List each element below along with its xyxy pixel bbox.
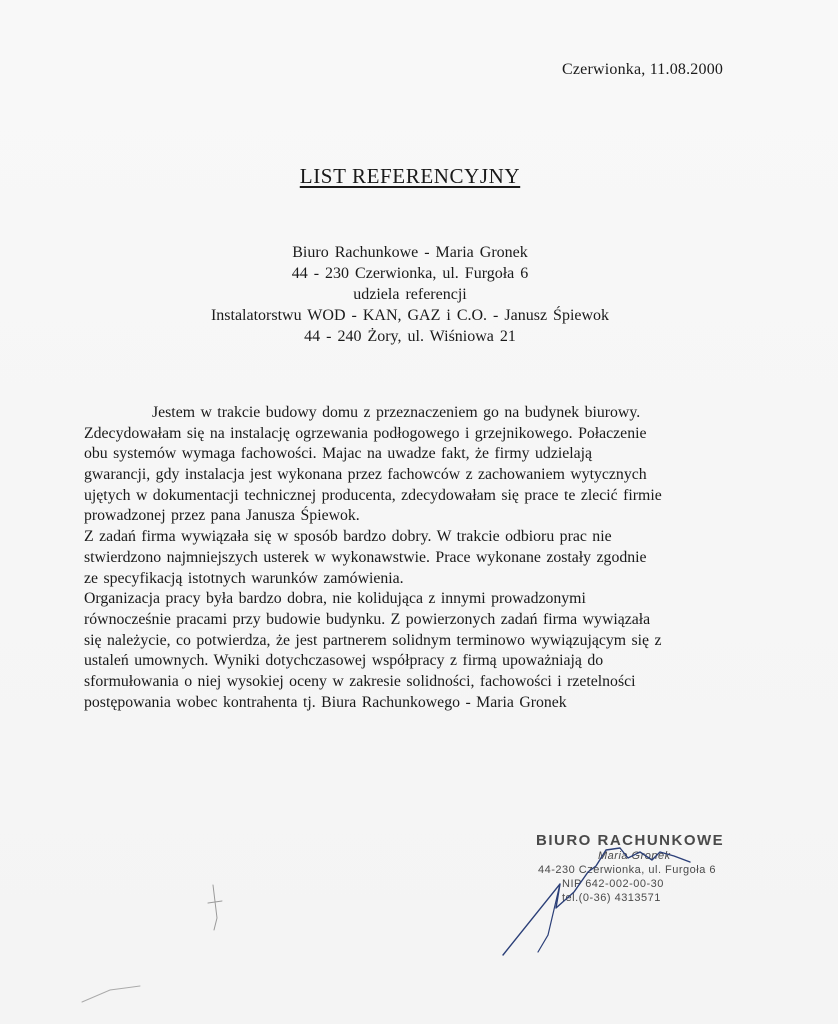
body-line: Organizacja pracy była bardzo dobra, nie kolidująca z innymi prowadzonymi	[84, 590, 586, 608]
letter-date: Czerwionka, 11.08.2000	[562, 61, 724, 78]
scan-mark-icon	[208, 885, 222, 930]
body-line: się należycie, co potwierdza, że jest partnerem solidnym terminowo wywiązującym się z	[84, 631, 662, 649]
header-line: 44 - 240 Żory, ul. Wiśniowa 21	[304, 328, 516, 345]
header-line: udziela referencji	[353, 286, 467, 303]
header-line: 44 - 230 Czerwionka, ul. Furgoła 6	[291, 265, 529, 282]
body-line: stwierdzono najmniejszych usterek w wykonawstwie. Prace wykonane zostały zgodnie	[84, 548, 647, 566]
body-line: Zdecydowałam się na instalację ogrzewania podłogowego i grzejnikowego. Połaczenie	[84, 424, 647, 442]
letter-header	[0, 242, 820, 347]
body-line: ustaleń umownych. Wyniki dotychczasowej współpracy z firmą upoważniają do	[84, 652, 604, 670]
letter-body	[84, 403, 744, 713]
header-line: Instalatorstwu WOD - KAN, GAZ i C.O. - Janusz Śpiewok	[210, 307, 610, 324]
header-line: Biuro Rachunkowe - Maria Gronek	[292, 244, 528, 261]
letter-title: LIST REFERENCYJNY	[299, 164, 521, 188]
body-line: postępowania wobec kontrahenta tj. Biura Rachunkowego - Maria Gronek	[84, 693, 567, 711]
body-line: ujętych w dokumentacji technicznej producenta, zdecydowałam się prace te zlecić firmie	[84, 486, 662, 504]
body-line: gwarancji, gdy instalacja jest wykonana przez fachowców z zachowaniem wytycznych	[84, 466, 647, 484]
body-line: obu systemów wymaga fachowości. Majac na uwadze fakt, że firmy udzielają	[84, 445, 593, 463]
stamp-address: 44-230 Czerwionka, ul. Furgoła 6	[538, 864, 717, 876]
body-line: Jestem w trakcie budowy domu z przeznaczeniem go na budynek biurowy.	[152, 404, 641, 421]
body-line: prowadzonej przez pana Janusza Śpiewok.	[84, 507, 360, 525]
stamp-nip: NIP 642-002-00-30	[562, 878, 664, 890]
body-line: Z zadań firma wywiązała się w sposób bardzo dobry. W trakcie odbioru prac nie	[84, 528, 612, 546]
stamp-title: BIURO RACHUNKOWE	[536, 832, 725, 849]
company-stamp	[536, 832, 736, 905]
body-line: sformułowania o niej wysokiej oceny w zakresie solidności, fachowości i rzetelności	[84, 672, 636, 690]
stamp-name: Maria Gronek	[598, 850, 671, 862]
stamp-phone: tel.(0-36) 4313571	[562, 892, 661, 904]
body-line: równocześnie pracami przy budowie budynku. Z powierzonych zadań firma wywiązała	[84, 610, 651, 628]
body-line: ze specyfikacją istotnych warunków zamówienia.	[84, 569, 404, 587]
